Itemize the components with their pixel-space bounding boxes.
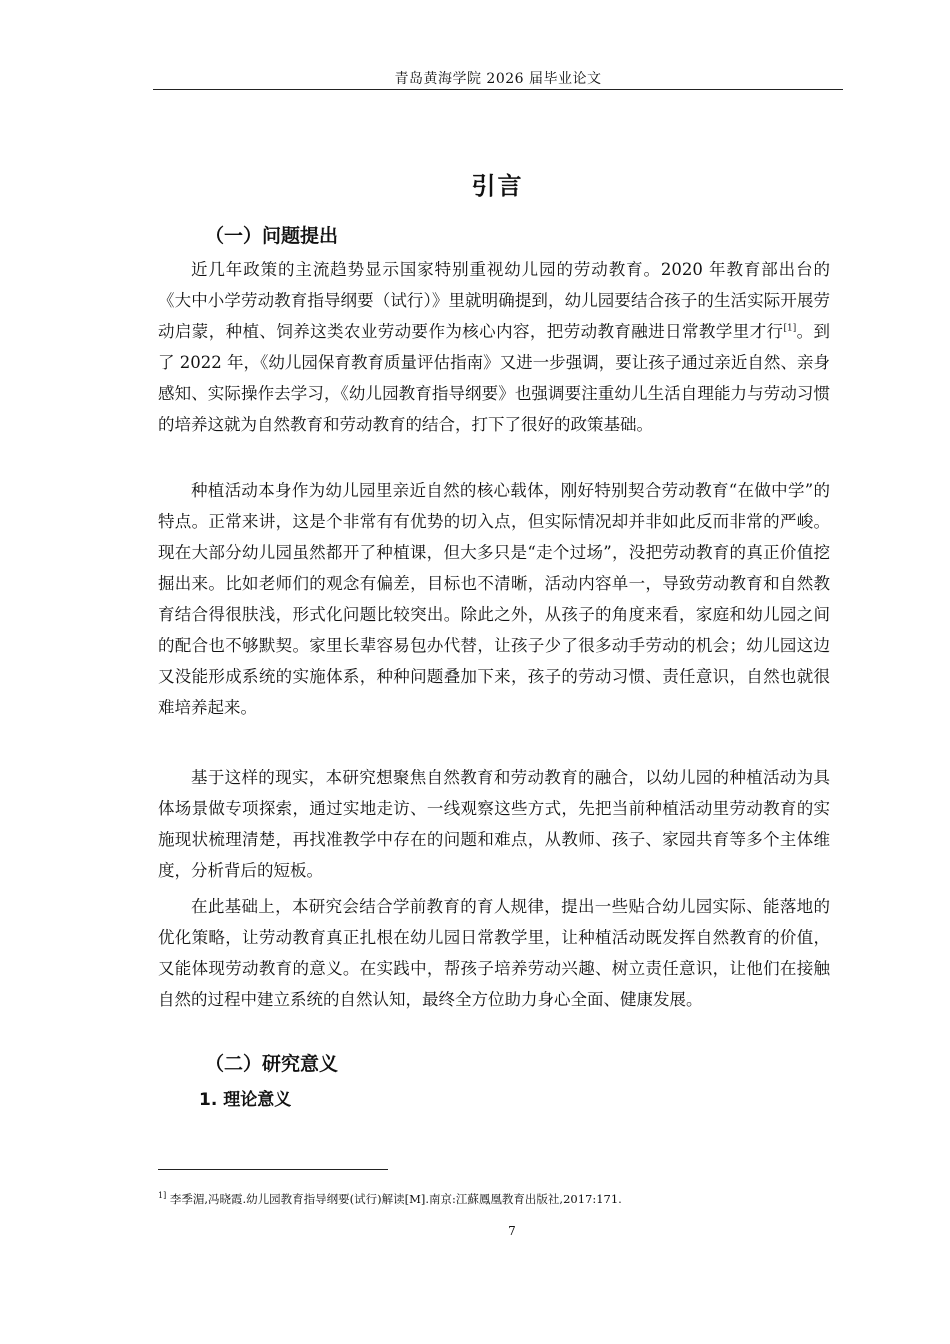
paragraph-2: 种植活动本身作为幼儿园里亲近自然的核心载体，刚好特别契合劳动教育“在做中学”的特点。正常来讲，这是个非常有有优势的切入点，但实际情况却并非如此反而非常的严峻。现在大部分幼儿园虽然都开了种植课，但大多只是“走个过场”，没把劳动教育的真正价值挖掘出来。比如老师们的观念有偏差，目标也不清晰，活动内容单一，导致劳动教育和自然教育结合得很肤浅，形式化问题比较突出。除此之外，从孩子的角度来看，家庭和幼儿园之间的配合也不够默契。家里长辈容易包办代替，让孩子少了很多动手劳动的机会；幼儿园这边又没能形成系统的实施体系，种种问题叠加下来，孩子的劳动习惯、责任意识，自然也就很难培养起来。	[158, 481, 830, 717]
paragraph-1-part-a: 近几年政策的主流趋势显示国家特别重视幼儿园的劳动教育。2020 年教育部出台的《大中小学劳动教育指导纲要（试行）》里就明确提到，幼儿园要结合孩子的生活实际开展劳动启蒙，种植、饲养这类农业劳动要作为核心内容，把劳动教育融进日常教学里才行	[158, 260, 830, 341]
paragraph-4: 在此基础上，本研究会结合学前教育的育人规律，提出一些贴合幼儿园实际、能落地的优化策略，让劳动教育真正扎根在幼儿园日常教学里，让种植活动既发挥自然教育的价值，又能体现劳动教育的意义。在实践中，帮孩子培养劳动兴趣、树立责任意识，让他们在接触自然的过程中建立系统的自然认知，最终全方位助力身心全面、健康发展。	[158, 897, 830, 1009]
section-heading-problem: （一）问题提出	[205, 225, 339, 247]
citation-ref[interactable]: [1]	[783, 323, 797, 334]
footnote-mark: 1]	[158, 1191, 167, 1201]
footnote-text: 李季湄,冯晓霞.幼儿园教育指导纲要(试行)解读[M].南京:江蘇鳳凰教育出版社,2017:171.	[166, 1192, 622, 1206]
subsection-heading-theory: 1. 理论意义	[199, 1090, 292, 1110]
footnote-rule	[158, 1169, 388, 1170]
header-rule	[153, 89, 843, 90]
footnote	[158, 1191, 622, 1207]
paragraph-1	[158, 254, 830, 440]
section-heading-significance: （二）研究意义	[205, 1053, 339, 1075]
running-header: 青岛黄海学院 2026 届毕业论文	[394, 71, 602, 87]
chapter-title: 引言	[471, 172, 524, 200]
paragraph-1-part-b: 。到了 2022 年，《幼儿园保育教育质量评估指南》又进一步强调，要让孩子通过亲近自然、亲身感知、实际操作去学习，《幼儿园教育指导纲要》也强调要注重幼儿生活自理能力与劳动习惯的培养这就为自然教育和劳动教育的结合，打下了很好的政策基础。	[158, 322, 831, 434]
paragraph-3: 基于这样的现实，本研究想聚焦自然教育和劳动教育的融合，以幼儿园的种植活动为具体场景做专项探索，通过实地走访、一线观察这些方式，先把当前种植活动里劳动教育的实施现状梳理清楚，再找准教学中存在的问题和难点，从教师、孩子、家园共育等多个主体维度，分析背后的短板。	[158, 768, 830, 880]
page-number: 7	[508, 1224, 516, 1238]
